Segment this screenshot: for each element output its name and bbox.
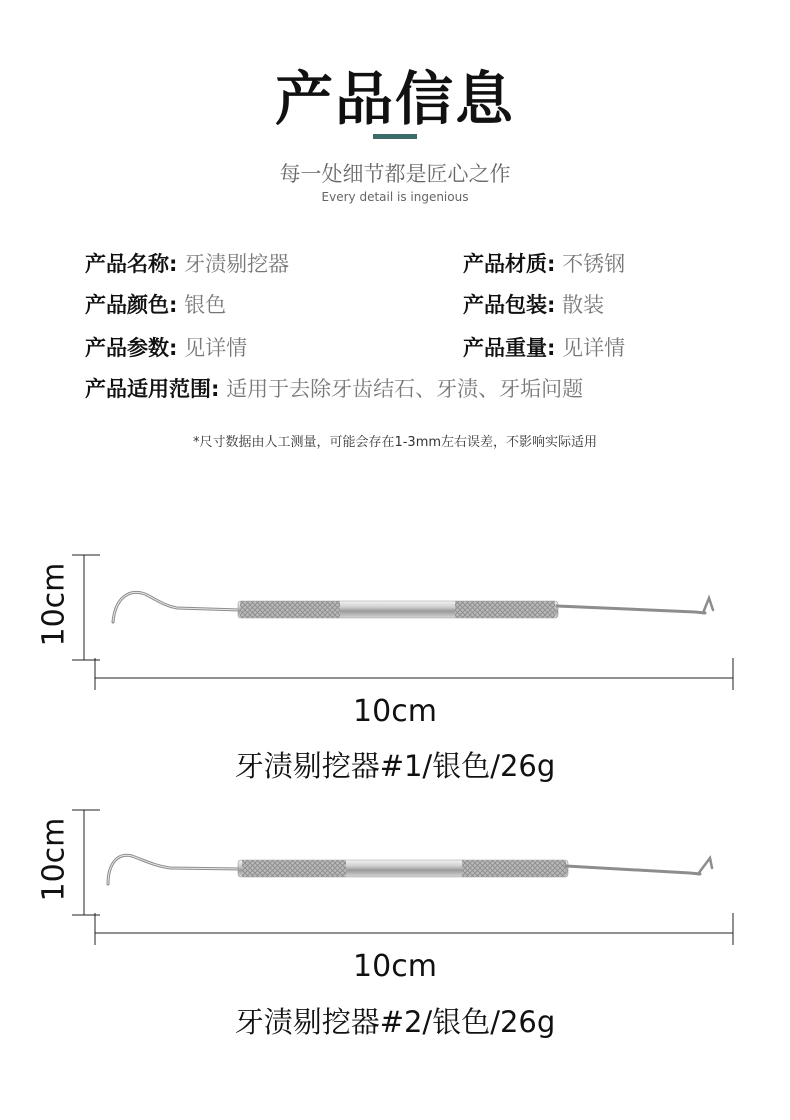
- spec-label: 产品适用范围:: [85, 377, 220, 401]
- spec-label: 产品重量:: [463, 336, 556, 360]
- page-title: 产品信息: [274, 65, 515, 133]
- spec-name: [85, 248, 289, 278]
- product-2-caption: 牙渍剔挖器#2/银色/26g: [234, 1005, 556, 1039]
- spec-label: 产品名称:: [85, 252, 178, 276]
- product-2-width-label: 10cm: [353, 949, 437, 984]
- spec-packaging: [463, 289, 604, 319]
- product-2-height-label: 10cm: [36, 817, 72, 902]
- product-1-caption: 牙渍剔挖器#1/银色/26g: [234, 749, 556, 783]
- subtitle: 每一处细节都是匠心之作: [279, 162, 511, 186]
- product-1-height-label: 10cm: [36, 562, 72, 647]
- product-1-tool-image: [105, 580, 725, 640]
- title-underline: [373, 134, 417, 139]
- spec-value: 不锈钢: [562, 252, 626, 276]
- spec-color: [85, 289, 226, 319]
- spec-value: 散装: [562, 293, 605, 317]
- subtitle-english: Every detail is ingenious: [321, 190, 469, 204]
- spec-value: 见详情: [184, 336, 248, 360]
- spec-label: 产品包装:: [463, 293, 556, 317]
- product-2-tool-image: [100, 838, 725, 898]
- spec-usage: [85, 373, 583, 403]
- spec-label: 产品材质:: [463, 252, 556, 276]
- spec-params: [85, 332, 247, 362]
- spec-value: 牙渍剔挖器: [184, 252, 290, 276]
- product-1-width-label: 10cm: [353, 694, 437, 729]
- spec-value: 见详情: [562, 336, 626, 360]
- spec-material: [463, 248, 625, 278]
- spec-label: 产品颜色:: [85, 293, 178, 317]
- spec-label: 产品参数:: [85, 336, 178, 360]
- spec-value: 适用于去除牙齿结石、牙渍、牙垢问题: [226, 377, 584, 401]
- spec-value: 银色: [184, 293, 227, 317]
- measurement-note: *尺寸数据由人工测量，可能会存在1-3mm左右误差，不影响实际适用: [192, 435, 598, 450]
- spec-weight: [463, 332, 625, 362]
